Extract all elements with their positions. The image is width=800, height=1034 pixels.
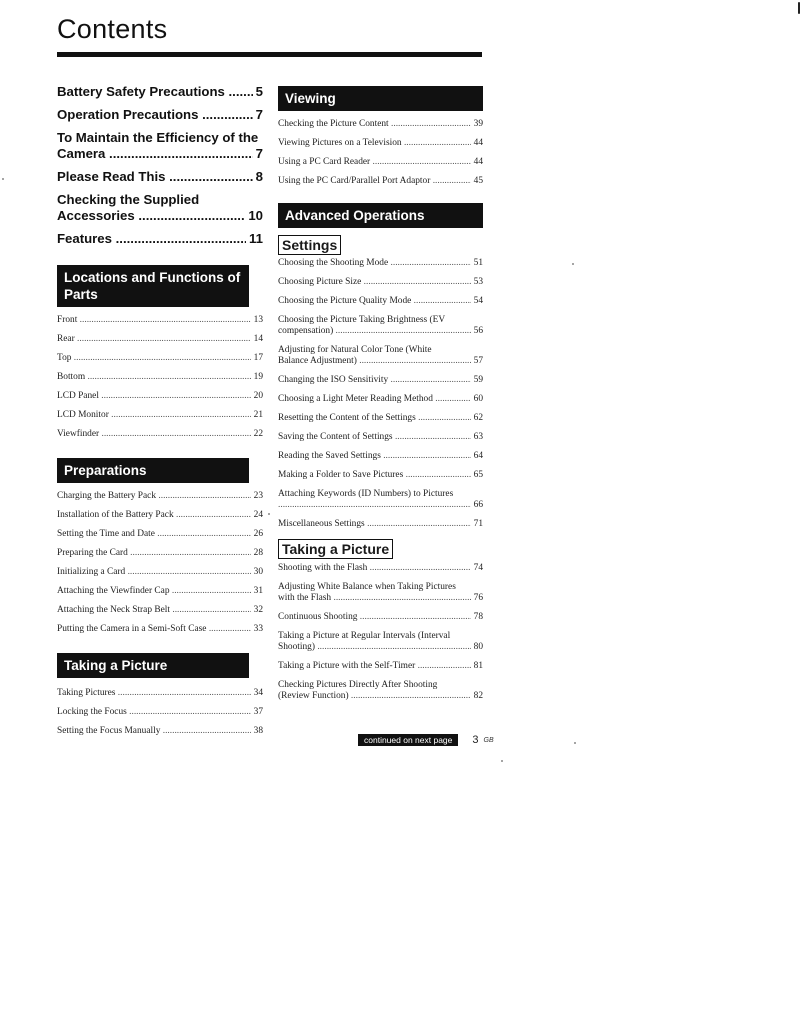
toc-entry-operation-precautions[interactable]: Operation Precautions ..... 7 bbox=[57, 107, 263, 123]
toc-entry-light-meter[interactable]: Choosing a Light Meter Reading Method ..... 60 bbox=[278, 394, 483, 405]
viewing-list bbox=[278, 119, 483, 187]
toc-entry-television[interactable]: Viewing Pictures on a Television ..... 44 bbox=[278, 138, 483, 149]
toc-entry-viewfinder[interactable]: Viewfinder ..... 22 bbox=[57, 429, 263, 440]
toc-entry-picture-size[interactable]: Choosing Picture Size ..... 53 bbox=[278, 277, 483, 288]
toc-entry-resetting-settings[interactable]: Resetting the Content of the Settings ..... 62 bbox=[278, 413, 483, 424]
toc-entry-saving-settings[interactable]: Saving the Content of Settings ..... 63 bbox=[278, 432, 483, 443]
toc-entry-flash[interactable]: Shooting with the Flash ..... 74 bbox=[278, 563, 483, 574]
toc-entry-reading-settings[interactable]: Reading the Saved Settings ..... 64 bbox=[278, 451, 483, 462]
locations-list bbox=[57, 315, 263, 440]
toc-entry-white-balance[interactable]: Adjusting for Natural Color Tone (White Balance Adjustment) ..... 57 bbox=[278, 345, 483, 367]
left-column bbox=[57, 80, 263, 737]
toc-entry-pc-card-reader[interactable]: Using a PC Card Reader ..... 44 bbox=[278, 157, 483, 168]
scan-speck bbox=[2, 178, 4, 180]
scan-speck bbox=[572, 263, 574, 265]
section-heading-taking-picture: Taking a Picture bbox=[57, 653, 249, 678]
preparations-list bbox=[57, 491, 263, 635]
page-title: Contents bbox=[57, 14, 168, 44]
toc-entry-initializing-card[interactable]: Initializing a Card ..... 30 bbox=[57, 567, 263, 578]
toc-entry-keywords[interactable]: Attaching Keywords (ID Numbers) to Pictures ..... 66 bbox=[278, 489, 483, 511]
toc-entry-focus-manually[interactable]: Setting the Focus Manually ..... 38 bbox=[57, 726, 263, 737]
toc-entry-self-timer[interactable]: Taking a Picture with the Self-Timer ..... 81 bbox=[278, 661, 483, 672]
section-heading-preparations: Preparations bbox=[57, 458, 249, 483]
toc-entry-quality-mode[interactable]: Choosing the Picture Quality Mode ..... 54 bbox=[278, 296, 483, 307]
toc-entry-white-balance-flash[interactable]: Adjusting White Balance when Taking Pictures with the Flash ..... 76 bbox=[278, 582, 483, 604]
advanced-taking-list bbox=[278, 563, 483, 702]
toc-entry-lcd-panel[interactable]: LCD Panel ..... 20 bbox=[57, 391, 263, 402]
page-footer bbox=[358, 734, 494, 746]
toc-entry-viewfinder-cap[interactable]: Attaching the Viewfinder Cap ..... 31 bbox=[57, 586, 263, 597]
scan-speck bbox=[501, 760, 503, 762]
toc-entry-features[interactable]: Features ..... 11 bbox=[57, 231, 263, 247]
toc-entry-ev-compensation[interactable]: Choosing the Picture Taking Brightness (EV compensation) ..... 56 bbox=[278, 315, 483, 337]
scan-speck bbox=[268, 513, 270, 515]
toc-entry-preparing-card[interactable]: Preparing the Card ..... 28 bbox=[57, 548, 263, 559]
language-code: GB bbox=[483, 736, 494, 744]
toc-entry-please-read[interactable]: Please Read This ..... 8 bbox=[57, 169, 263, 185]
settings-list bbox=[278, 258, 483, 530]
toc-entry-shooting-mode[interactable]: Choosing the Shooting Mode ..... 51 bbox=[278, 258, 483, 269]
toc-entry-semi-soft-case[interactable]: Putting the Camera in a Semi-Soft Case ..... 33 bbox=[57, 624, 263, 635]
toc-entry-neck-strap[interactable]: Attaching the Neck Strap Belt ..... 32 bbox=[57, 605, 263, 616]
toc-entry-review-function[interactable]: Checking Pictures Directly After Shooting (Review Function) ..... 82 bbox=[278, 680, 483, 702]
toc-entry-parallel-adaptor[interactable]: Using the PC Card/Parallel Port Adaptor ..... 45 bbox=[278, 176, 483, 187]
toc-entry-installation-battery[interactable]: Installation of the Battery Pack ..... 24 bbox=[57, 510, 263, 521]
toc-entry-rear[interactable]: Rear ..... 14 bbox=[57, 334, 263, 345]
toc-entry-maintain-efficiency[interactable]: To Maintain the Efficiency of the Camera ..... 7 bbox=[57, 130, 263, 162]
toc-entry-front[interactable]: Front ..... 13 bbox=[57, 315, 263, 326]
section-heading-locations: Locations and Functions of Parts bbox=[57, 265, 249, 307]
toc-entry-iso-sensitivity[interactable]: Changing the ISO Sensitivity ..... 59 bbox=[278, 375, 483, 386]
toc-entry-charging-battery[interactable]: Charging the Battery Pack ..... 23 bbox=[57, 491, 263, 502]
scan-speck bbox=[574, 742, 576, 744]
toc-entry-taking-pictures[interactable]: Taking Pictures ..... 34 bbox=[57, 688, 263, 699]
toc-entry-making-folder[interactable]: Making a Folder to Save Pictures ..... 65 bbox=[278, 470, 483, 481]
subheading-taking-picture: Taking a Picture bbox=[278, 539, 393, 559]
toc-entry-bottom[interactable]: Bottom ..... 19 bbox=[57, 372, 263, 383]
section-heading-viewing: Viewing bbox=[278, 86, 483, 111]
toc-entry-checking-picture[interactable]: Checking the Picture Content ..... 39 bbox=[278, 119, 483, 130]
toc-entry-interval-shooting[interactable]: Taking a Picture at Regular Intervals (Interval Shooting) ..... 80 bbox=[278, 631, 483, 653]
toc-entry-continuous-shooting[interactable]: Continuous Shooting ..... 78 bbox=[278, 612, 483, 623]
section-heading-advanced: Advanced Operations bbox=[278, 203, 483, 228]
right-column bbox=[278, 86, 483, 702]
toc-entry-supplied-accessories[interactable]: Checking the Supplied Accessories ..... 10 bbox=[57, 192, 263, 224]
toc-entry-battery-safety[interactable]: Battery Safety Precautions ..... 5 bbox=[57, 84, 263, 100]
toc-entry-setting-time[interactable]: Setting the Time and Date ..... 26 bbox=[57, 529, 263, 540]
subheading-settings: Settings bbox=[278, 235, 341, 255]
taking-picture-list bbox=[57, 688, 263, 737]
continued-label: continued on next page bbox=[358, 734, 458, 746]
toc-entry-misc-settings[interactable]: Miscellaneous Settings ..... 71 bbox=[278, 519, 483, 530]
title-rule bbox=[57, 52, 482, 57]
toc-entry-lcd-monitor[interactable]: LCD Monitor ..... 21 bbox=[57, 410, 263, 421]
toc-entry-locking-focus[interactable]: Locking the Focus ..... 37 bbox=[57, 707, 263, 718]
page-number: 3 bbox=[472, 734, 479, 746]
toc-entry-top[interactable]: Top ..... 17 bbox=[57, 353, 263, 364]
